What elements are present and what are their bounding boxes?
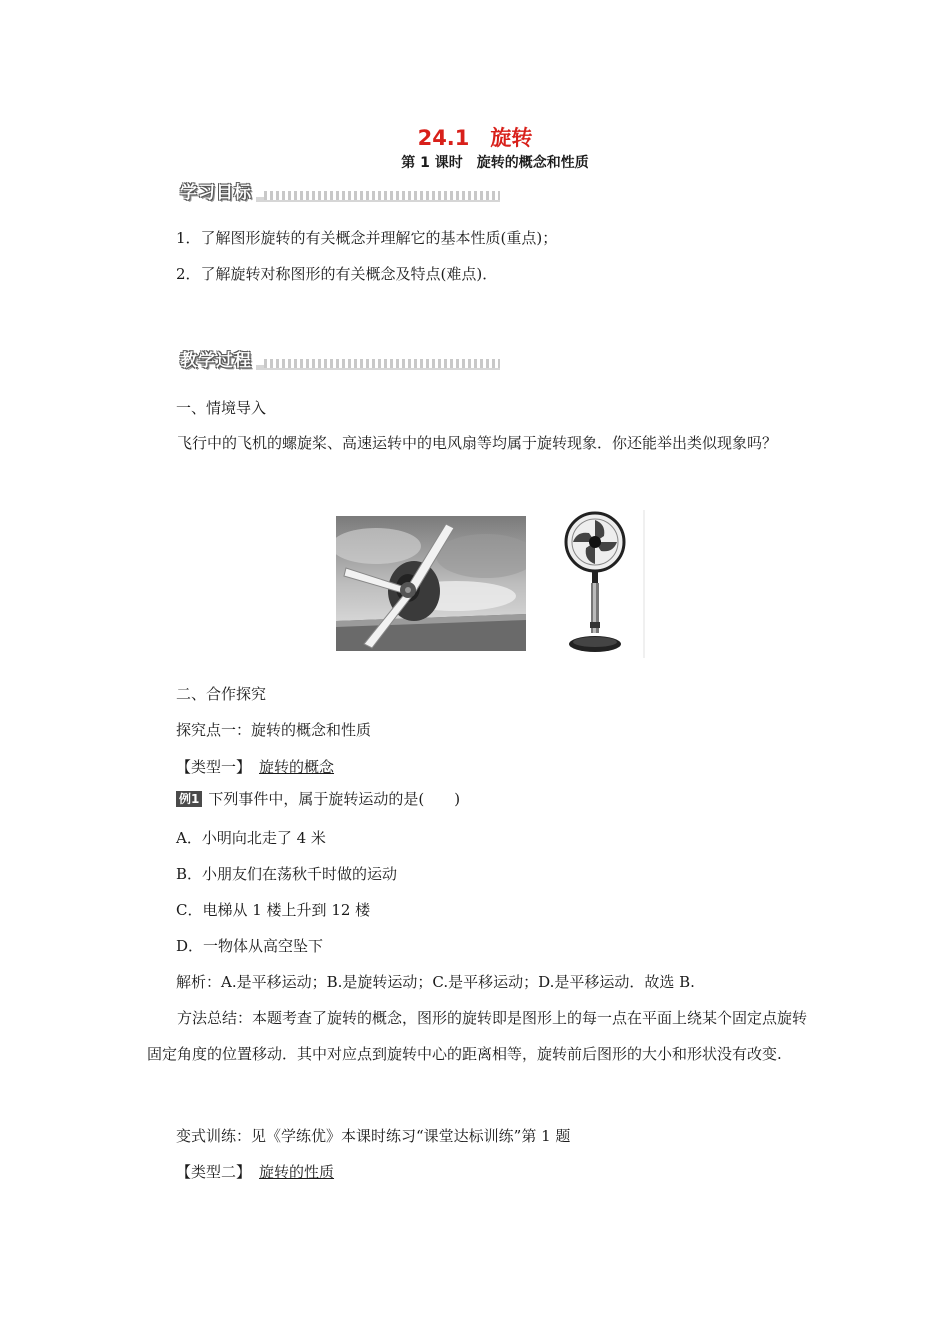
type2-title: 旋转的性质 — [259, 1163, 335, 1181]
method-summary: 方法总结：本题考查了旋转的概念，图形的旋转即是图形上的每一点在平面上绕某个固定点旋转固定角度的位置移动．其中对应点到旋转中心的距离相等，旋转前后图形的大小和形状没有改变. — [147, 1009, 808, 1063]
type2-bracket: 【类型二】 — [176, 1163, 252, 1181]
section-title-objectives: 学习目标 — [180, 183, 252, 203]
option-a: A．小明向北走了 4 米 — [176, 829, 326, 847]
explore-heading: 二、合作探究 — [176, 685, 267, 703]
type1-bracket: 【类型一】 — [176, 758, 252, 776]
page-subtitle: 第 1 课时 旋转的概念和性质 — [401, 155, 589, 171]
airplane-propeller-image — [336, 516, 526, 651]
electric-fan-image — [560, 510, 648, 658]
option-d: D．一物体从高空坠下 — [176, 937, 324, 955]
section-banner-objectives — [176, 182, 500, 202]
section-banner-process — [176, 350, 500, 370]
analysis-text: 解析：A.是平移运动；B.是旋转运动；C.是平移运动；D.是平移运动．故选 B. — [176, 973, 695, 991]
option-b: B．小朋友们在荡秋千时做的运动 — [176, 865, 398, 883]
type1-heading — [176, 757, 334, 777]
variant-training: 变式训练：见《学练优》本课时练习“课堂达标训练”第 1 题 — [176, 1127, 571, 1145]
type1-title: 旋转的概念 — [259, 758, 335, 776]
section-title-process: 教学过程 — [180, 351, 252, 371]
explore-point1: 探究点一：旋转的概念和性质 — [176, 721, 372, 739]
intro-heading: 一、情境导入 — [176, 399, 267, 417]
type2-heading — [176, 1162, 334, 1182]
example-question: 下列事件中，属于旋转运动的是( ) — [208, 790, 461, 808]
intro-text: 飞行中的飞机的螺旋桨、高速运转中的电风扇等均属于旋转现象．你还能举出类似现象吗？ — [177, 434, 778, 452]
example-1 — [176, 789, 460, 809]
objective-item: 2．了解旋转对称图形的有关概念及特点(难点)． — [176, 265, 498, 283]
page-title: 24.1 旋转 — [417, 126, 533, 150]
example-badge: 例1 — [176, 791, 202, 807]
objective-item: 1．了解图形旋转的有关概念并理解它的基本性质(重点)； — [176, 229, 558, 247]
option-c: C．电梯从 1 楼上升到 12 楼 — [176, 901, 371, 919]
